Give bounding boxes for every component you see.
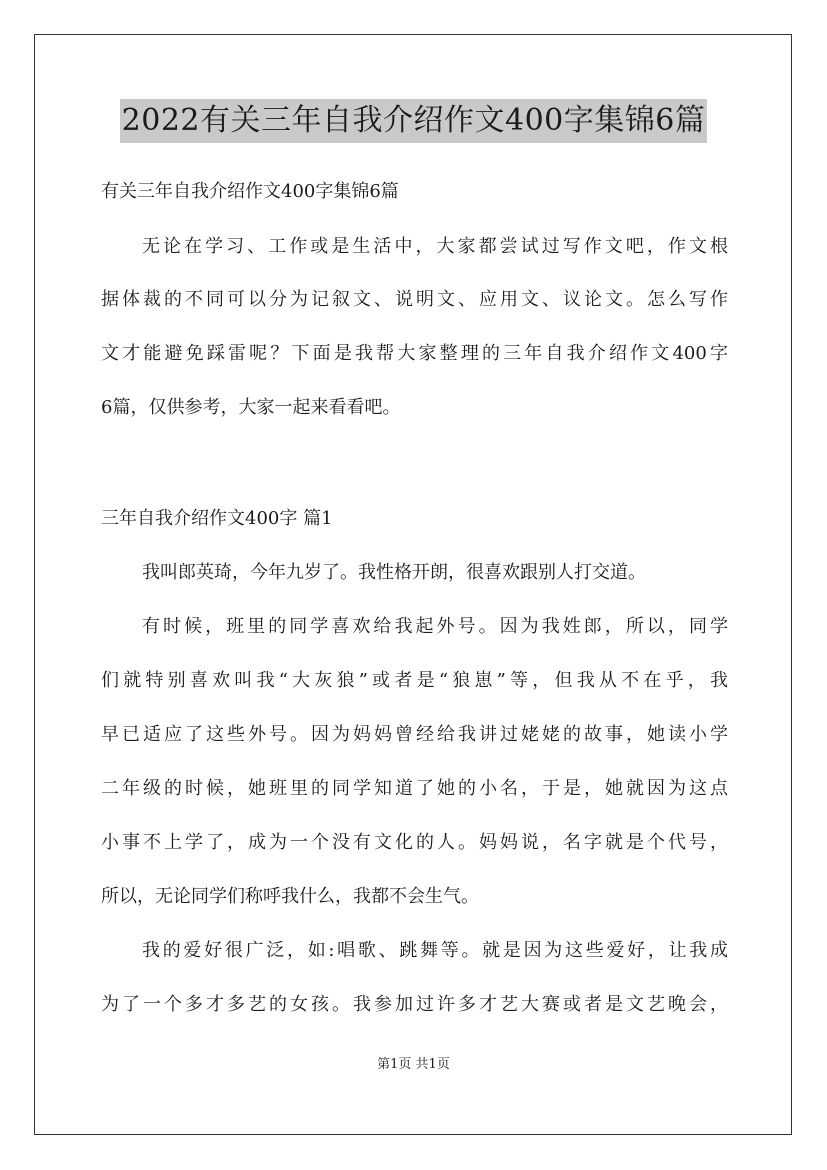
paragraph-line-9: 为了一个多才多艺的女孩。我参加过许多才艺大赛或者是文艺晚会， [101, 994, 728, 1015]
intro-line-4: 6篇，仅供参考，大家一起来看看吧。 [101, 397, 401, 418]
intro-line-1: 无论在学习、工作或是生活中，大家都尝试过写作文吧，作文根 [142, 236, 728, 257]
page-footer: 第1页 共1页 [377, 1057, 450, 1072]
intro-line-3: 文才能避免踩雷呢？下面是我帮大家整理的三年自我介绍作文400字 [101, 343, 728, 364]
document-title-text: 2022有关三年自我介绍作文400字集锦6篇 [120, 99, 708, 143]
paragraph-line-7: 所以，无论同学们称呼我什么，我都不会生气。 [101, 886, 479, 907]
document-title [0, 99, 827, 143]
paragraph-line-1: 我叫郎英琦，今年九岁了。我性格开朗，很喜欢跟别人打交道。 [142, 562, 646, 583]
paragraph-line-8: 我的爱好很广泛，如:唱歌、跳舞等。就是因为这些爱好，让我成 [142, 940, 728, 961]
subtitle: 有关三年自我介绍作文400字集锦6篇 [101, 181, 399, 202]
paragraph-line-4: 早已适应了这些外号。因为妈妈曾经给我讲过姥姥的故事，她读小学 [101, 724, 728, 745]
paragraph-line-3: 们就特别喜欢叫我“大灰狼”或者是“狼崽”等，但我从不在乎，我 [101, 670, 728, 691]
section-heading: 三年自我介绍作文400字 篇1 [101, 508, 333, 529]
intro-line-2: 据体裁的不同可以分为记叙文、说明文、应用文、议论文。怎么写作 [101, 289, 728, 310]
paragraph-line-5: 二年级的时候，她班里的同学知道了她的小名，于是，她就因为这点 [101, 778, 728, 799]
paragraph-line-2: 有时候，班里的同学喜欢给我起外号。因为我姓郎，所以，同学 [142, 616, 728, 637]
paragraph-line-6: 小事不上学了，成为一个没有文化的人。妈妈说，名字就是个代号， [101, 832, 728, 853]
